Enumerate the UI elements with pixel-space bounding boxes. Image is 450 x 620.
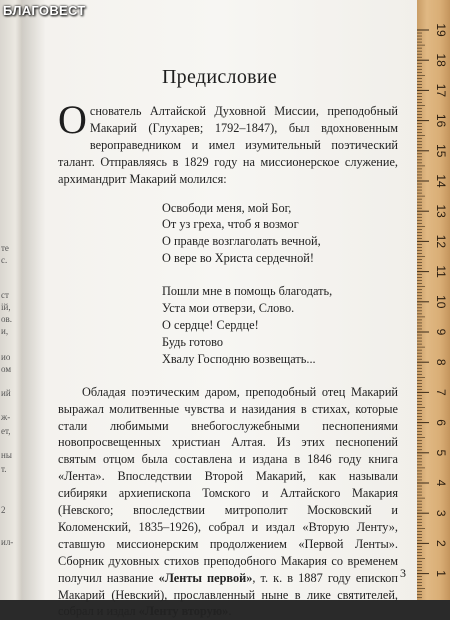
- ruler-label: 5: [434, 449, 448, 457]
- poem-line: Освободи меня, мой Бог,: [162, 200, 292, 215]
- previous-page-fragment: ст: [1, 290, 9, 300]
- ruler-label: 16: [434, 113, 448, 128]
- previous-page-fragment: ны: [1, 450, 12, 460]
- previous-page-fragment: и,: [1, 326, 9, 336]
- previous-page-fragment: 2: [1, 505, 6, 515]
- watermark-logo: БЛАГОВЕСТ: [3, 3, 86, 18]
- para2-text-e: .: [228, 604, 232, 619]
- ruler-label: 13: [434, 204, 448, 218]
- ruler-label: 17: [434, 83, 448, 98]
- para2-text-a: Обладая поэтическим даром, преподобный отец Макарий выражал молитвенные чувства и назидания в стихах, которые стали любимыми внебогослужебными песнопениями новопросвещенных христиан Алтая. Из этих песнопений святым отцом была составлена и издана в 1846 году книга «Лента». Впоследствии Второй Макарий, как называли сибиряки архиепископа Томского и Алтайского Макария (Невского; впоследствии митрополит Московский и Коломенский, 1835–1926), собрал и издал «Вторую Ленту», ставшую миссионерским продолжением «Первой Ленты». Сборник духовных стихов преподобного Макария со временем получил название: [58, 384, 398, 585]
- ruler-label: 8: [434, 358, 448, 366]
- poem: [162, 200, 398, 368]
- drop-cap: О: [58, 97, 87, 142]
- ruler-label: 10: [434, 295, 448, 309]
- para2-bold-d: «Ленту вторую»: [138, 604, 229, 619]
- previous-page-fragment: с.: [1, 255, 8, 265]
- previous-page-fragment: ио: [1, 352, 11, 362]
- poem-line: О сердце! Сердце!: [162, 317, 259, 332]
- previous-page-fragment: ов.: [1, 314, 12, 324]
- page-body: [58, 97, 399, 620]
- poem-line: О вере во Христа сердечной!: [162, 251, 314, 266]
- previous-page-fragment: ій,: [1, 302, 11, 312]
- previous-page-fragment: те: [1, 243, 9, 253]
- previous-page-fragment: ил-: [1, 537, 14, 547]
- page-title: Предисловие: [161, 66, 278, 88]
- second-paragraph: [58, 384, 398, 620]
- poem-line: Уста мои отверзи, Слово.: [162, 301, 295, 316]
- book-page: [22, 0, 417, 619]
- page-number: 3: [400, 566, 406, 580]
- ruler-label: 18: [434, 53, 448, 67]
- previous-page-fragment: ж-: [1, 412, 11, 422]
- poem-line: Будь готово: [162, 334, 224, 349]
- ruler-label: 19: [434, 23, 448, 37]
- ruler-label: 2: [434, 540, 448, 547]
- para2-text-c: , т. к. в 1887 году епископ Макарий (Невский), прославленный ныне в лике святителей, собрал и издал: [58, 570, 399, 619]
- ruler-label: 1: [434, 570, 448, 577]
- previous-page-fragment: ет,: [1, 426, 11, 436]
- ruler-label: 14: [434, 174, 448, 188]
- poem-line: О правде возглаголать вечной,: [162, 234, 321, 249]
- poem-stanza-2: [162, 283, 398, 368]
- ruler-label: 3: [434, 509, 448, 517]
- intro-text: снователь Алтайской Духовной Миссии, преподобный Макарий (Глухарев; 1792–1847), был вдохновенным вероправедником и имел изумительный поэтический талант. Отправляясь в 1829 году на миссионерское служение, архимандрит Макарий молился:: [58, 104, 398, 186]
- ruler-scale: [417, 0, 450, 600]
- ruler-label: 9: [434, 328, 448, 336]
- previous-page-edge: [0, 0, 22, 600]
- intro-paragraph: [58, 97, 398, 188]
- ruler-label: 12: [434, 234, 448, 249]
- poem-stanza-1: [162, 200, 398, 268]
- previous-page-fragment: ий: [1, 388, 11, 398]
- poem-line: От уз греха, чтоб я возмог: [162, 217, 299, 232]
- ruler-label: 6: [434, 419, 448, 426]
- measuring-ruler: [417, 0, 450, 600]
- para2-bold-b: «Ленты первой»: [158, 570, 253, 585]
- poem-line: Хвалу Господню возвещать...: [162, 351, 316, 366]
- ruler-label: 15: [434, 144, 448, 158]
- previous-page-fragment: ом: [1, 364, 12, 374]
- ruler-label: 11: [434, 265, 448, 278]
- ruler-label: 7: [434, 389, 448, 396]
- previous-page-fragment: т.: [1, 464, 7, 474]
- poem-line: Пошли мне в помощь благодать,: [162, 284, 333, 299]
- ruler-label: 4: [434, 479, 448, 487]
